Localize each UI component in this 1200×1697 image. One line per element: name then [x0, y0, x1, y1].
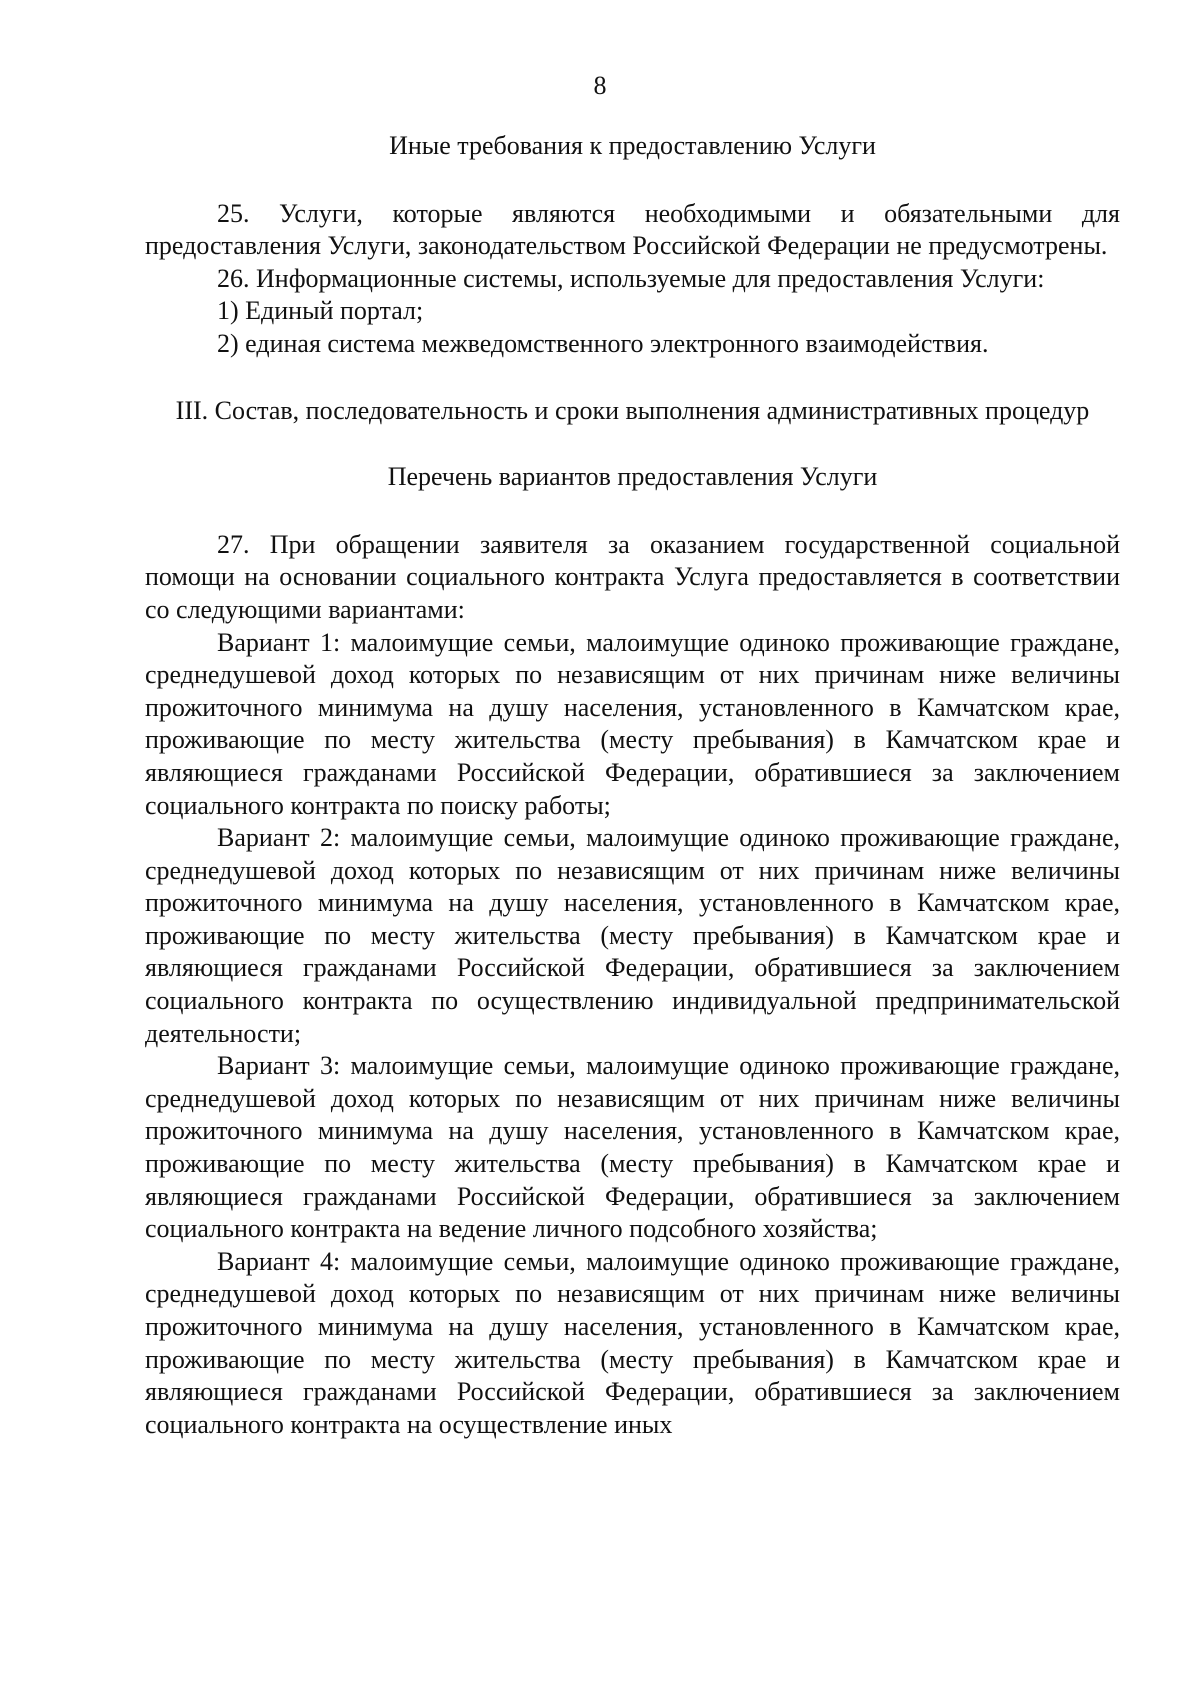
page-number: 8: [593, 71, 607, 100]
variant-1-paragraph: Вариант 1: малоимущие семьи, малоимущие одиноко проживающие граждане, среднедушевой доход которых по независящим от них причинам ниже величины прожиточного минимума на душу населения, установленного в Камчатском крае, проживающие по месту жительства (месту пребывания) в Камчатском крае и являющиеся гражданами Российской Федерации, обратившиеся за заключением социального контракта по поиску работы;: [145, 627, 1120, 820]
section-three-title: III. Состав, последовательность и сроки выполнения административных процедур: [175, 395, 1090, 425]
paragraph-26: 26. Информационные системы, используемые для предоставления Услуги:: [217, 263, 1045, 293]
paragraph-25: 25. Услуги, которые являются необходимыми и обязательными для предоставления Услуги, законодательством Российской Федерации не предусмотрены.: [145, 198, 1120, 261]
variant-4-paragraph: Вариант 4: малоимущие семьи, малоимущие одиноко проживающие граждане, среднедушевой доход которых по независящим от них причинам ниже величины прожиточного минимума на душу населения, установленного в Камчатском крае, проживающие по месту жительства (месту пребывания) в Камчатском крае и являющиеся гражданами Российской Федерации, обратившиеся за заключением социального контракта на осуществление иных: [145, 1246, 1120, 1439]
section-three-subtitle: Перечень вариантов предоставления Услуги: [387, 462, 878, 492]
list-item-single-portal: 1) Единый портал;: [217, 296, 424, 326]
subsection-title-other-requirements: Иные требования к предоставлению Услуги: [389, 131, 876, 160]
list-item-interagency-system: 2) единая система межведомственного электронного взаимодействия.: [217, 328, 989, 358]
variant-3-paragraph: Вариант 3: малоимущие семьи, малоимущие одиноко проживающие граждане, среднедушевой доход которых по независящим от них причинам ниже величины прожиточного минимума на душу населения, установленного в Камчатском крае, проживающие по месту жительства (месту пребывания) в Камчатском крае и являющиеся гражданами Российской Федерации, обратившиеся за заключением социального контракта на ведение личного подсобного хозяйства;: [145, 1051, 1120, 1244]
paragraph-27: 27. При обращении заявителя за оказанием государственной социальной помощи на основании социального контракта Услуга предоставляется в соответствии со следующими вариантами:: [145, 529, 1120, 624]
variant-2-paragraph: Вариант 2: малоимущие семьи, малоимущие одиноко проживающие граждане, среднедушевой доход которых по независящим от них причинам ниже величины прожиточного минимума на душу населения, установленного в Камчатском крае, проживающие по месту жительства (месту пребывания) в Камчатском крае и являющиеся гражданами Российской Федерации, обратившиеся за заключением социального контракта по осуществлению индивидуальной предпринимательской деятельности;: [145, 823, 1120, 1048]
page-content: [145, 130, 1120, 1441]
